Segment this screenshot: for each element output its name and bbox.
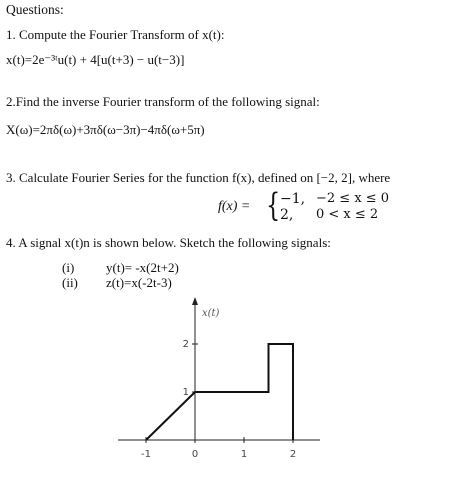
y-axis-label: x(t) — [202, 308, 220, 319]
x-tick-label: 2 — [289, 449, 297, 460]
question-3-text: 3. Calculate Fourier Series for the function f(x), defined on [−2, 2], where — [6, 170, 391, 185]
piecewise-brace: { — [266, 186, 281, 224]
y-axis-arrow — [192, 297, 198, 305]
question-4-part-1-number: (i) — [62, 260, 75, 275]
x-tick-label: 0 — [191, 449, 199, 460]
x-tick-label: 1 — [240, 449, 248, 460]
piecewise-row-2-condition: 0 < x ≤ 2 — [316, 207, 379, 222]
question-4-text: 4. A signal x(t)n is shown below. Sketch the following signals: — [6, 235, 331, 250]
x-tick-label: -1 — [141, 449, 151, 460]
signal-line — [146, 344, 293, 440]
question-2-text: 2.Find the inverse Fourier transform of the following signal: — [6, 94, 320, 109]
question-4-part-2-number: (ii) — [62, 275, 78, 290]
question-1-equation: x(t)=2e⁻³ᵗu(t) + 4[u(t+3) − u(t−3)] — [6, 52, 185, 67]
piecewise-row-1-condition: −2 ≤ x ≤ 0 — [316, 191, 390, 206]
piecewise-function-name: f(x) = — [218, 199, 251, 214]
y-tick-label: 2 — [182, 339, 189, 350]
question-2-equation: X(ω)=2πδ(ω)+3πδ(ω−3π)−4πδ(ω+5π) — [6, 122, 205, 137]
questions-heading: Questions: — [6, 2, 64, 17]
question-4-part-2-equation: z(t)=x(-2t-3) — [106, 275, 172, 290]
piecewise-row-1-value: −1, — [280, 191, 306, 207]
y-tick-label: 1 — [182, 387, 189, 398]
piecewise-row-2-value: 2, — [280, 207, 294, 223]
question-1-text: 1. Compute the Fourier Transform of x(t): — [6, 27, 225, 42]
question-4-part-1-equation: y(t)= -x(2t+2) — [106, 260, 179, 275]
